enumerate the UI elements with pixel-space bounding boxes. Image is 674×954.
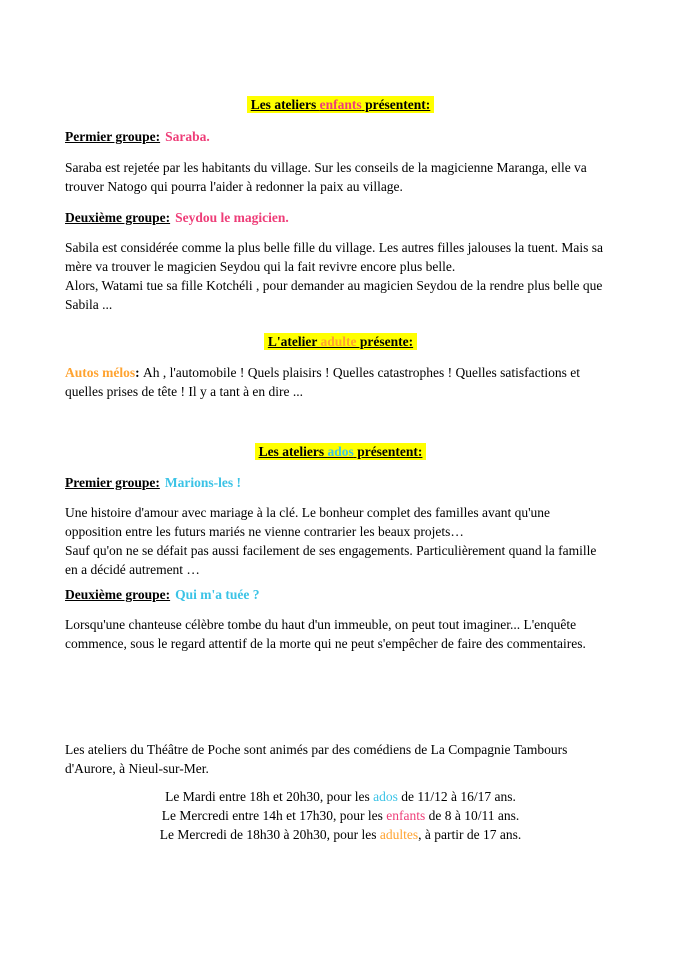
- heading-keyword-ados: ados: [327, 444, 354, 459]
- heading-keyword-adulte: adulte: [320, 334, 357, 349]
- paragraph-line: commence, sous le regard attentif de la morte qui ne peut s'empêcher de faire des commentaires.: [65, 636, 586, 651]
- schedule-line-enfants: [65, 806, 616, 825]
- enfants-group1-line: [65, 127, 616, 146]
- ados-group2-description: [65, 615, 616, 653]
- paragraph-line: trouver Natogo qui pourra l'aider à redonner la paix au village.: [65, 179, 403, 194]
- paragraph-line: Une histoire d'amour avec mariage à la clé. Le bonheur complet des familles avant qu'une: [65, 505, 551, 520]
- enfants-group2-line: [65, 208, 616, 227]
- heading-ateliers-ados: [65, 442, 616, 461]
- enfants-group1-title: Saraba.: [165, 129, 210, 144]
- schedule-post: de 8 à 10/11 ans.: [425, 808, 520, 823]
- enfants-group2-label: Deuxième groupe:: [65, 210, 171, 225]
- paragraph-line: Lorsqu'une chanteuse célèbre tombe du haut d'un immeuble, on peut tout imaginer... L'enquête: [65, 617, 577, 632]
- schedule-pre: Le Mercredi de 18h30 à 20h30, pour les: [159, 827, 380, 842]
- adulte-show-title: Autos mélos: [65, 365, 136, 380]
- schedule-line-ados: [65, 787, 616, 806]
- enfants-group1-description: [65, 158, 616, 196]
- ados-group1-description: [65, 503, 616, 579]
- enfants-group2-description: [65, 238, 616, 314]
- heading-highlight: [247, 96, 435, 113]
- heading-post: présentent:: [353, 444, 423, 459]
- ados-group2-title: Qui m'a tuée ?: [175, 587, 260, 602]
- adulte-show-separator: :: [135, 365, 143, 380]
- schedule-keyword-enfants: enfants: [386, 808, 426, 823]
- schedule-pre: Le Mardi entre 18h et 20h30, pour les: [165, 789, 374, 804]
- paragraph-line: [65, 363, 616, 382]
- heading-highlight: [255, 443, 427, 460]
- paragraph-line: Alors, Watami tue sa fille Kotchéli , pour demander au magicien Seydou de la rendre plus belle que: [65, 278, 603, 293]
- footer-schedule: [65, 787, 616, 844]
- paragraph-line: Sauf qu'on ne se défait pas aussi facilement de ses engagements. Particulièrement quand la famille: [65, 543, 597, 558]
- paragraph-line: Les ateliers du Théâtre de Poche sont animés par des comédiens de La Compagnie Tambours: [65, 742, 568, 757]
- paragraph-text: Ah , l'automobile ! Quels plaisirs ! Quelles catastrophes ! Quelles satisfactions et: [143, 365, 580, 380]
- paragraph-line: opposition entre les futurs mariés ne vienne contrarier les beaux projets…: [65, 524, 464, 539]
- ados-group1-line: [65, 473, 616, 492]
- paragraph-line: quelles prises de tête ! Il y a tant à en dire ...: [65, 384, 304, 399]
- heading-post: présentent:: [361, 97, 431, 112]
- schedule-keyword-adultes: adultes: [379, 827, 419, 842]
- ados-group2-label: Deuxième groupe:: [65, 587, 171, 602]
- ados-group1-title: Marions-les !: [164, 475, 241, 490]
- heading-pre: L'atelier: [267, 334, 321, 349]
- heading-atelier-adulte: [65, 332, 616, 351]
- heading-keyword-enfants: enfants: [319, 97, 362, 112]
- schedule-keyword-ados: ados: [373, 789, 398, 804]
- enfants-group2-title: Seydou le magicien.: [175, 210, 289, 225]
- enfants-group1-label: Permier groupe:: [65, 129, 161, 144]
- footer-about: [65, 740, 616, 778]
- schedule-line-adultes: [65, 825, 616, 844]
- schedule-pre: Le Mercredi entre 14h et 17h30, pour les: [161, 808, 387, 823]
- heading-post: présente:: [356, 334, 414, 349]
- ados-group1-label: Premier groupe:: [65, 475, 160, 490]
- schedule-post: , à partir de 17 ans.: [418, 827, 522, 842]
- paragraph-line: d'Aurore, à Nieul-sur-Mer.: [65, 761, 209, 776]
- ados-group2-line: [65, 585, 616, 604]
- paragraph-line: en a décidé autrement …: [65, 562, 200, 577]
- paragraph-line: Sabila ...: [65, 297, 113, 312]
- schedule-post: de 11/12 à 16/17 ans.: [397, 789, 516, 804]
- heading-pre: Les ateliers: [250, 97, 320, 112]
- paragraph-line: Saraba est rejetée par les habitants du village. Sur les conseils de la magicienne Maranga, elle va: [65, 160, 587, 175]
- adulte-show-description: [65, 363, 616, 401]
- heading-highlight: [264, 333, 417, 350]
- heading-pre: Les ateliers: [258, 444, 328, 459]
- heading-ateliers-enfants: [65, 95, 616, 114]
- paragraph-line: mère va trouver le magicien Seydou qui la fait revivre encore plus belle.: [65, 259, 456, 274]
- paragraph-line: Sabila est considérée comme la plus belle fille du village. Les autres filles jalouses la tuent. Mais sa: [65, 240, 603, 255]
